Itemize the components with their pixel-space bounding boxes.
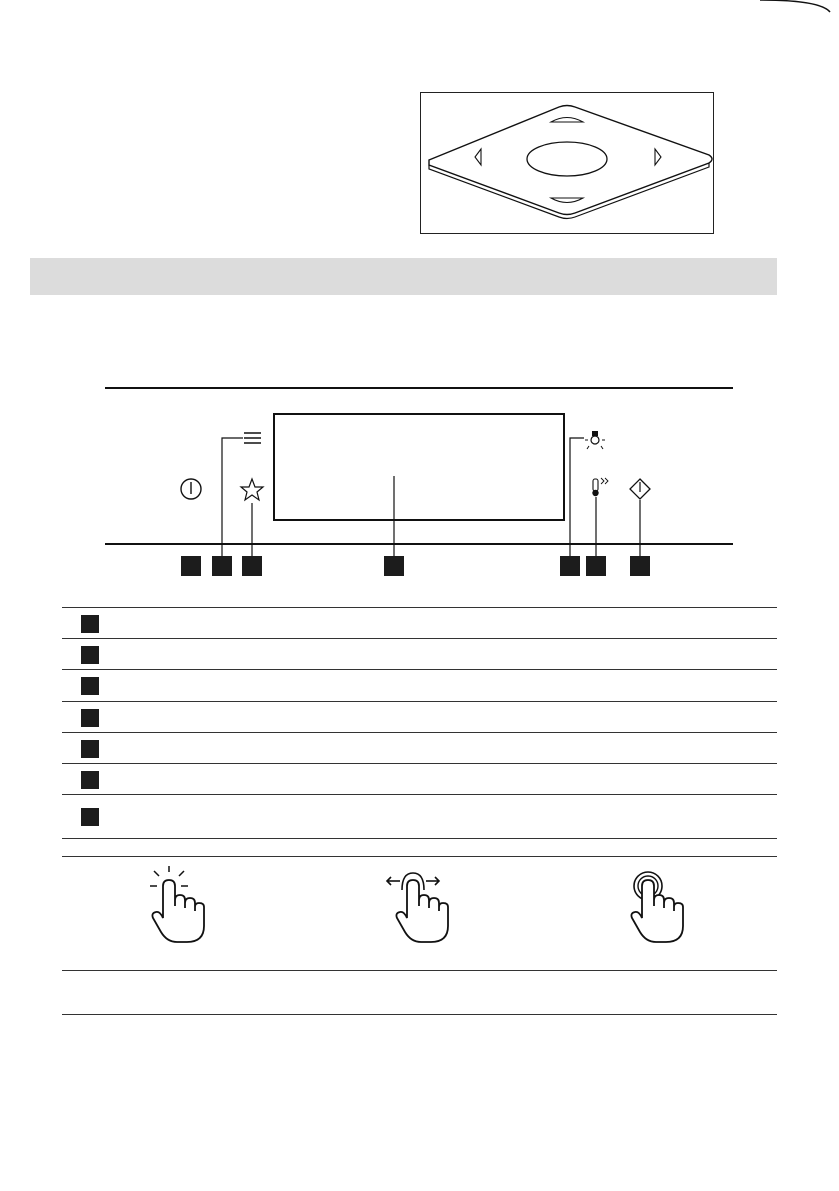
legend-marker <box>81 709 99 727</box>
star-icon[interactable] <box>241 479 263 500</box>
slide-icon <box>385 866 455 956</box>
lamp-icon[interactable] <box>585 431 605 449</box>
display-screen <box>274 414 564 520</box>
legend-row <box>62 794 777 839</box>
tap-icon <box>147 866 217 956</box>
callout-markers <box>181 556 650 576</box>
section-heading-bar <box>30 258 777 295</box>
legend-row <box>62 763 777 794</box>
callout-marker <box>586 556 606 576</box>
legend-marker <box>81 740 99 758</box>
legend-marker <box>81 771 99 789</box>
page-corner-line <box>0 0 839 20</box>
legend-marker <box>81 615 99 633</box>
legend-marker <box>81 646 99 664</box>
callout-marker <box>630 556 650 576</box>
callout-marker <box>242 556 262 576</box>
callout-marker <box>560 556 580 576</box>
gesture-table-mid-rule <box>62 970 777 971</box>
gesture-table-bottom-rule <box>62 1014 777 1015</box>
callout-marker <box>384 556 404 576</box>
legend-row <box>62 669 777 701</box>
press-hold-icon <box>623 866 693 956</box>
legend-row <box>62 732 777 763</box>
menu-icon[interactable] <box>244 433 261 443</box>
thermometer-icon[interactable] <box>592 478 608 496</box>
control-plate-figure <box>420 92 714 234</box>
gesture-table-top-rule <box>62 856 777 857</box>
control-panel-diagram <box>100 378 740 583</box>
callout-marker <box>181 556 201 576</box>
legend-marker <box>81 808 99 826</box>
legend-row <box>62 638 777 669</box>
legend-row <box>62 607 777 638</box>
touch-panel-icon <box>421 93 713 233</box>
callout-marker <box>212 556 232 576</box>
power-icon[interactable] <box>181 479 201 499</box>
legend-marker <box>81 677 99 695</box>
start-icon[interactable] <box>630 479 650 499</box>
legend-row <box>62 701 777 732</box>
